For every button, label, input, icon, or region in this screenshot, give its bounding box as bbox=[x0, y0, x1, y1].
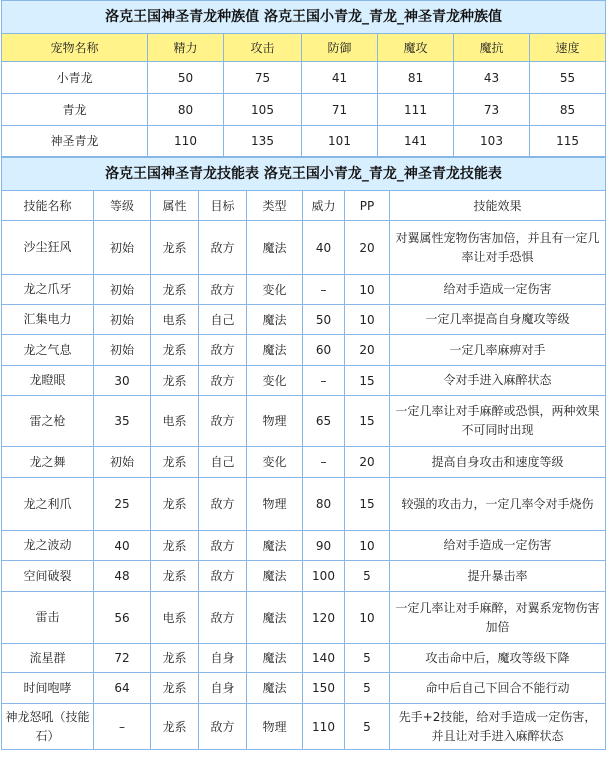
stats-header-cell: 魔攻 bbox=[378, 34, 454, 62]
skill-type: 魔法 bbox=[247, 221, 303, 275]
skill-pp: 10 bbox=[345, 305, 390, 335]
skill-type: 魔法 bbox=[247, 592, 303, 644]
skill-row bbox=[2, 335, 606, 366]
pet-name: 小青龙 bbox=[2, 62, 148, 94]
skill-row bbox=[2, 478, 606, 531]
skill-name: 汇集电力 bbox=[2, 305, 94, 335]
stat-value: 85 bbox=[530, 94, 606, 126]
skill-name: 龙之爪牙 bbox=[2, 275, 94, 305]
skill-power: 110 bbox=[303, 704, 345, 750]
skill-name: 龙之波动 bbox=[2, 531, 94, 561]
skills-header-cell: 技能效果 bbox=[390, 191, 606, 221]
skill-level: 初始 bbox=[94, 305, 151, 335]
skill-type: 魔法 bbox=[247, 644, 303, 673]
skill-name: 龙瞪眼 bbox=[2, 366, 94, 396]
pet-name: 神圣青龙 bbox=[2, 126, 148, 157]
skill-pp: 15 bbox=[345, 478, 390, 531]
skill-row bbox=[2, 531, 606, 561]
skill-effect: 提高自身攻击和速度等级 bbox=[390, 447, 606, 478]
skill-power: 65 bbox=[303, 396, 345, 447]
stats-row bbox=[2, 126, 606, 157]
skill-attribute: 电系 bbox=[151, 592, 199, 644]
skill-name: 龙之利爪 bbox=[2, 478, 94, 531]
skill-attribute: 龙系 bbox=[151, 561, 199, 592]
skill-type: 魔法 bbox=[247, 335, 303, 366]
skill-pp: 10 bbox=[345, 592, 390, 644]
stats-header-row bbox=[2, 34, 606, 62]
skill-attribute: 电系 bbox=[151, 305, 199, 335]
skill-row bbox=[2, 275, 606, 305]
skill-row bbox=[2, 673, 606, 704]
skill-type: 变化 bbox=[247, 447, 303, 478]
skill-target: 敌方 bbox=[199, 396, 247, 447]
skill-pp: 15 bbox=[345, 366, 390, 396]
skill-attribute: 龙系 bbox=[151, 221, 199, 275]
skill-level: 初始 bbox=[94, 447, 151, 478]
skill-level: 56 bbox=[94, 592, 151, 644]
skill-type: 魔法 bbox=[247, 673, 303, 704]
skill-target: 敌方 bbox=[199, 531, 247, 561]
skill-name: 流星群 bbox=[2, 644, 94, 673]
skill-level: – bbox=[94, 704, 151, 750]
skill-effect: 给对手造成一定伤害 bbox=[390, 275, 606, 305]
stats-header-cell: 宠物名称 bbox=[2, 34, 148, 62]
skill-attribute: 龙系 bbox=[151, 275, 199, 305]
skill-target: 敌方 bbox=[199, 704, 247, 750]
stats-header-cell: 魔抗 bbox=[454, 34, 530, 62]
skill-pp: 20 bbox=[345, 221, 390, 275]
skills-title: 洛克王国神圣青龙技能表 洛克王国小青龙_青龙_神圣青龙技能表 bbox=[2, 158, 606, 191]
stat-value: 50 bbox=[148, 62, 224, 94]
skills-header-cell: 等级 bbox=[94, 191, 151, 221]
skill-target: 自己 bbox=[199, 305, 247, 335]
skill-attribute: 龙系 bbox=[151, 704, 199, 750]
skill-level: 35 bbox=[94, 396, 151, 447]
pet-name: 青龙 bbox=[2, 94, 148, 126]
skill-level: 初始 bbox=[94, 335, 151, 366]
skill-name: 龙之舞 bbox=[2, 447, 94, 478]
skill-type: 变化 bbox=[247, 275, 303, 305]
skill-level: 初始 bbox=[94, 275, 151, 305]
stats-title: 洛克王国神圣青龙种族值 洛克王国小青龙_青龙_神圣青龙种族值 bbox=[2, 1, 606, 34]
skill-effect: 对翼属性宠物伤害加倍，并且有一定几率让对手恐惧 bbox=[390, 221, 606, 275]
skill-target: 敌方 bbox=[199, 366, 247, 396]
stat-value: 105 bbox=[224, 94, 302, 126]
skill-level: 48 bbox=[94, 561, 151, 592]
skill-target: 自身 bbox=[199, 673, 247, 704]
skill-pp: 15 bbox=[345, 396, 390, 447]
skill-effect: 令对手进入麻醉状态 bbox=[390, 366, 606, 396]
stat-value: 103 bbox=[454, 126, 530, 157]
stat-value: 115 bbox=[530, 126, 606, 157]
skill-effect: 一定几率麻痹对手 bbox=[390, 335, 606, 366]
skill-target: 自身 bbox=[199, 644, 247, 673]
skill-effect: 较强的攻击力，一定几率令对手烧伤 bbox=[390, 478, 606, 531]
skill-attribute: 龙系 bbox=[151, 478, 199, 531]
skill-target: 敌方 bbox=[199, 335, 247, 366]
skill-power: 60 bbox=[303, 335, 345, 366]
skill-effect: 提升暴击率 bbox=[390, 561, 606, 592]
skill-target: 敌方 bbox=[199, 275, 247, 305]
skill-name: 沙尘狂风 bbox=[2, 221, 94, 275]
skill-attribute: 龙系 bbox=[151, 673, 199, 704]
skill-effect: 给对手造成一定伤害 bbox=[390, 531, 606, 561]
skill-type: 物理 bbox=[247, 704, 303, 750]
skill-target: 敌方 bbox=[199, 221, 247, 275]
skill-attribute: 龙系 bbox=[151, 366, 199, 396]
skill-power: 80 bbox=[303, 478, 345, 531]
skills-header-cell: PP bbox=[345, 191, 390, 221]
skill-level: 64 bbox=[94, 673, 151, 704]
skill-attribute: 龙系 bbox=[151, 335, 199, 366]
skill-row bbox=[2, 644, 606, 673]
skill-attribute: 龙系 bbox=[151, 644, 199, 673]
skill-pp: 5 bbox=[345, 644, 390, 673]
stat-value: 101 bbox=[302, 126, 378, 157]
skill-target: 敌方 bbox=[199, 592, 247, 644]
stat-value: 141 bbox=[378, 126, 454, 157]
skills-header-row bbox=[2, 191, 606, 221]
skill-effect: 一定几率让对手麻醉，对翼系宠物伤害加倍 bbox=[390, 592, 606, 644]
skill-pp: 5 bbox=[345, 704, 390, 750]
skill-power: 100 bbox=[303, 561, 345, 592]
skill-row bbox=[2, 221, 606, 275]
skill-power: 150 bbox=[303, 673, 345, 704]
skill-target: 敌方 bbox=[199, 561, 247, 592]
skills-header-cell: 目标 bbox=[199, 191, 247, 221]
skill-level: 40 bbox=[94, 531, 151, 561]
stat-value: 81 bbox=[378, 62, 454, 94]
skill-effect: 攻击命中后，魔攻等级下降 bbox=[390, 644, 606, 673]
skill-pp: 10 bbox=[345, 275, 390, 305]
skill-power: 90 bbox=[303, 531, 345, 561]
skill-row bbox=[2, 592, 606, 644]
skill-target: 敌方 bbox=[199, 478, 247, 531]
skill-power: 120 bbox=[303, 592, 345, 644]
skill-power: – bbox=[303, 275, 345, 305]
stats-table bbox=[1, 0, 606, 157]
skill-pp: 5 bbox=[345, 673, 390, 704]
skill-type: 魔法 bbox=[247, 561, 303, 592]
skill-pp: 5 bbox=[345, 561, 390, 592]
stat-value: 75 bbox=[224, 62, 302, 94]
skills-header-cell: 技能名称 bbox=[2, 191, 94, 221]
stat-value: 80 bbox=[148, 94, 224, 126]
skill-row bbox=[2, 704, 606, 750]
stats-row bbox=[2, 94, 606, 126]
skill-row bbox=[2, 366, 606, 396]
stats-body bbox=[2, 62, 606, 157]
skill-level: 25 bbox=[94, 478, 151, 531]
skills-header-cell: 类型 bbox=[247, 191, 303, 221]
skill-power: – bbox=[303, 366, 345, 396]
skill-level: 30 bbox=[94, 366, 151, 396]
skill-effect: 一定几率让对手麻醉或恐惧，两种效果不可同时出现 bbox=[390, 396, 606, 447]
stat-value: 41 bbox=[302, 62, 378, 94]
skill-type: 物理 bbox=[247, 396, 303, 447]
skill-power: 50 bbox=[303, 305, 345, 335]
skill-name: 龙之气息 bbox=[2, 335, 94, 366]
skills-body bbox=[2, 221, 606, 750]
skill-effect: 先手+2技能，给对手造成一定伤害，并且让对手进入麻醉状态 bbox=[390, 704, 606, 750]
skill-target: 自己 bbox=[199, 447, 247, 478]
skills-table bbox=[1, 157, 606, 750]
skill-pp: 10 bbox=[345, 531, 390, 561]
stat-value: 71 bbox=[302, 94, 378, 126]
skill-level: 72 bbox=[94, 644, 151, 673]
stats-header-cell: 精力 bbox=[148, 34, 224, 62]
skill-name: 雷之枪 bbox=[2, 396, 94, 447]
stat-value: 73 bbox=[454, 94, 530, 126]
skill-type: 魔法 bbox=[247, 305, 303, 335]
skill-name: 神龙怒吼（技能石） bbox=[2, 704, 94, 750]
skill-type: 物理 bbox=[247, 478, 303, 531]
skill-power: 140 bbox=[303, 644, 345, 673]
skill-attribute: 龙系 bbox=[151, 531, 199, 561]
skill-name: 时间咆哮 bbox=[2, 673, 94, 704]
skill-name: 空间破裂 bbox=[2, 561, 94, 592]
stats-row bbox=[2, 62, 606, 94]
skill-pp: 20 bbox=[345, 335, 390, 366]
stat-value: 43 bbox=[454, 62, 530, 94]
skills-header-cell: 属性 bbox=[151, 191, 199, 221]
skill-attribute: 龙系 bbox=[151, 447, 199, 478]
skill-row bbox=[2, 305, 606, 335]
stats-header-cell: 攻击 bbox=[224, 34, 302, 62]
skills-header-cell: 威力 bbox=[303, 191, 345, 221]
skill-type: 变化 bbox=[247, 366, 303, 396]
stat-value: 110 bbox=[148, 126, 224, 157]
skill-power: 40 bbox=[303, 221, 345, 275]
skill-attribute: 电系 bbox=[151, 396, 199, 447]
skill-power: – bbox=[303, 447, 345, 478]
skill-effect: 一定几率提高自身魔攻等级 bbox=[390, 305, 606, 335]
stats-header-cell: 速度 bbox=[530, 34, 606, 62]
stat-value: 135 bbox=[224, 126, 302, 157]
skill-name: 雷击 bbox=[2, 592, 94, 644]
skill-row bbox=[2, 447, 606, 478]
stat-value: 111 bbox=[378, 94, 454, 126]
stat-value: 55 bbox=[530, 62, 606, 94]
skill-level: 初始 bbox=[94, 221, 151, 275]
skill-effect: 命中后自己下回合不能行动 bbox=[390, 673, 606, 704]
skill-pp: 20 bbox=[345, 447, 390, 478]
skill-row bbox=[2, 396, 606, 447]
skill-row bbox=[2, 561, 606, 592]
stats-header-cell: 防御 bbox=[302, 34, 378, 62]
skill-type: 魔法 bbox=[247, 531, 303, 561]
page bbox=[1, 0, 605, 750]
